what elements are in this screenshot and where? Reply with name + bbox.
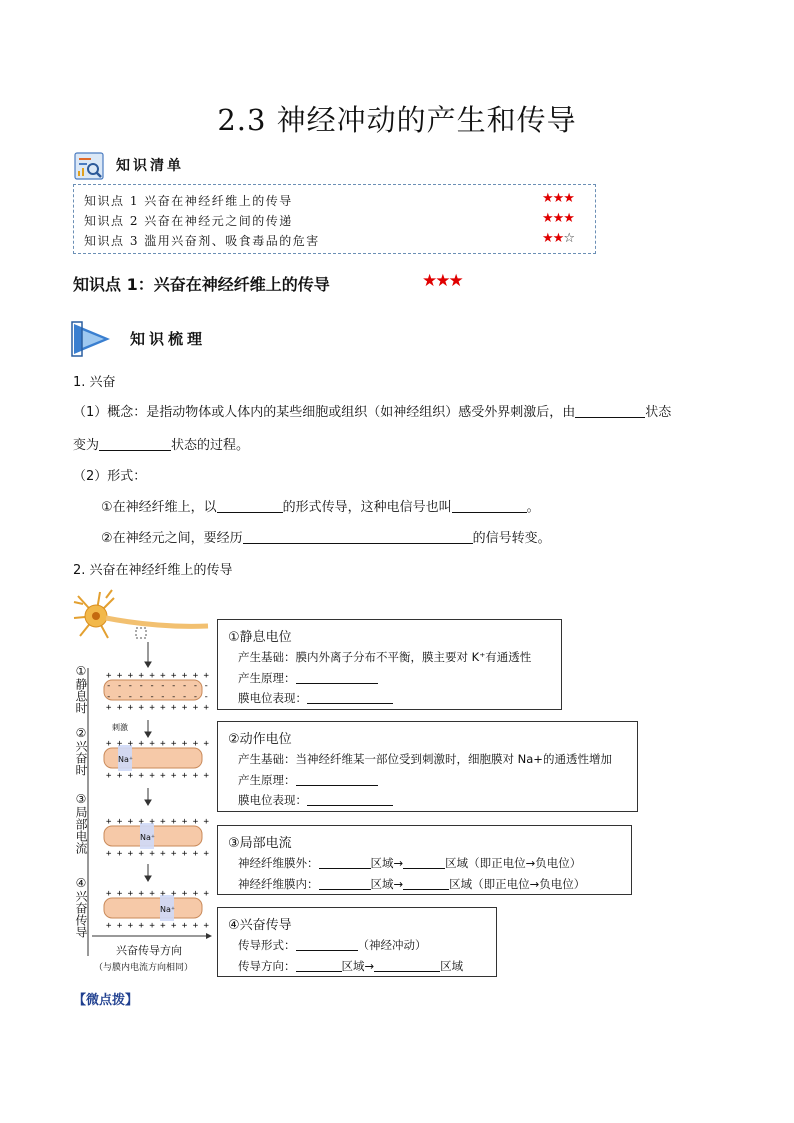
box-line xyxy=(238,876,585,892)
local-current-box xyxy=(217,825,632,895)
knowledge-item-3-stars: ★★☆ xyxy=(542,231,574,246)
form2-text-a: ②在神经元之间，要经历 xyxy=(101,531,243,546)
tip-heading: 【微点拨】 xyxy=(73,993,139,1008)
form2-text-b: 的信号转变。 xyxy=(472,531,551,546)
box-line xyxy=(238,772,378,788)
knowledge-sort-icon xyxy=(70,320,114,358)
blank-5 xyxy=(243,530,473,544)
blank xyxy=(296,772,378,786)
nerve-fibers xyxy=(104,680,202,921)
knowledge-list-icon xyxy=(74,152,104,180)
concept-line-1 xyxy=(73,404,671,422)
knowledge-item-2: 知识点 2 兴奋在神经元之间的传递 xyxy=(84,214,293,228)
box-line-label: 传导方向： xyxy=(238,959,296,973)
form1-text-b: 的形式传导，这种电信号也叫 xyxy=(282,500,452,515)
blank-2 xyxy=(99,437,171,451)
excitation-conduction-box xyxy=(217,907,497,977)
box-line-text: 区域（即正电位→负电位） xyxy=(445,856,582,870)
box-line: 产生基础：膜内外离子分布不平衡，膜主要对 K⁺有通透性 xyxy=(238,650,532,664)
charge-row: + + + + + + + + + + xyxy=(106,771,209,781)
knowledge-sort-heading: 知识梳理 xyxy=(130,330,207,348)
ion-label: Na⁺ xyxy=(140,833,156,842)
action-potential-box xyxy=(217,721,638,812)
box-line-label: 神经纤维膜内： xyxy=(238,877,319,891)
blank-4 xyxy=(452,499,527,513)
box-line-label: 产生原理： xyxy=(238,671,296,685)
direction-note: （与膜内电流方向相同） xyxy=(94,963,194,973)
form1-text-c: 。 xyxy=(526,500,540,515)
nerve-conduction-diagram xyxy=(68,588,228,978)
blank xyxy=(319,876,371,890)
box-line: 产生基础：当神经纤维某一部位受到刺激时，细胞膜对 Na+的通透性增加 xyxy=(238,752,612,766)
stimulus-label: 刺激 xyxy=(112,723,128,732)
box-line-text: 区域→ xyxy=(341,959,375,973)
section-heading: 知识点 1：兴奋在神经纤维上的传导 xyxy=(73,275,330,294)
blank xyxy=(307,690,393,704)
side-label-local-current: ③局部电流 xyxy=(74,792,88,854)
box-line-text: 区域→ xyxy=(370,856,404,870)
form1-text-a: ①在神经纤维上，以 xyxy=(101,500,217,515)
blank-1 xyxy=(575,404,645,418)
charge-row: + + + + + + + + + + xyxy=(106,739,209,749)
box-line xyxy=(238,670,378,686)
charge-row: + + + + + + + + + + xyxy=(106,889,209,899)
box-line-label: 神经纤维膜外： xyxy=(238,856,319,870)
charge-row: + + + + + + + + + + xyxy=(106,703,209,713)
concept-text-d: 状态的过程。 xyxy=(171,438,250,453)
charge-row: + + + + + + + + + + xyxy=(106,849,209,859)
blank xyxy=(296,670,378,684)
blank xyxy=(403,876,449,890)
section-stars: ★★★ xyxy=(422,271,462,291)
side-label-resting: ①静息时 xyxy=(74,664,88,714)
item-conduction: 2. 兴奋在神经纤维上的传导 xyxy=(73,563,233,578)
blank xyxy=(296,958,342,972)
side-label-excited: ②兴奋时 xyxy=(74,726,88,776)
box-line-text: 区域 xyxy=(440,959,464,973)
box-line-text: （神经冲动） xyxy=(357,938,427,952)
concept-text-a: （1）概念：是指动物体或人体内的某些细胞或组织（如神经组织）感受外界刺激后，由 xyxy=(73,405,576,420)
box-title: ④兴奋传导 xyxy=(228,918,292,933)
page-title: 2.3 神经冲动的产生和传导 xyxy=(217,103,577,137)
form-1-line xyxy=(101,499,540,517)
charge-row: - - - - - - - - - - xyxy=(106,681,209,691)
box-line xyxy=(238,958,463,974)
form-line: （2）形式： xyxy=(73,469,147,484)
knowledge-item-3: 知识点 3 滥用兴奋剂、吸食毒品的危害 xyxy=(84,234,320,248)
form-2-line xyxy=(101,530,551,548)
box-line xyxy=(238,690,393,706)
box-line-text: 区域→ xyxy=(370,877,404,891)
box-line xyxy=(238,855,581,871)
knowledge-item-1: 知识点 1 兴奋在神经纤维上的传导 xyxy=(84,194,293,208)
box-line-label: 传导形式： xyxy=(238,938,296,952)
box-line xyxy=(238,937,427,953)
charge-row: + + + + + + + + + + xyxy=(106,921,209,931)
box-line-label: 膜电位表现： xyxy=(238,691,307,705)
blank xyxy=(296,937,358,951)
ion-label: Na⁺ xyxy=(118,755,134,764)
blank xyxy=(403,855,445,869)
box-title: ③局部电流 xyxy=(228,836,292,851)
ion-label: Na⁺ xyxy=(160,905,176,914)
blank xyxy=(319,855,371,869)
knowledge-item-1-stars: ★★★ xyxy=(542,191,574,206)
blank xyxy=(374,958,440,972)
blank xyxy=(307,792,393,806)
charge-row: + + + + + + + + + + xyxy=(106,671,209,681)
charge-row: - - - - - - - - - - xyxy=(106,692,209,702)
box-title: ②动作电位 xyxy=(228,732,292,747)
knowledge-list-heading: 知识清单 xyxy=(116,158,184,174)
concept-text-c: 变为 xyxy=(73,438,100,453)
side-label-conduction: ④兴奋传导 xyxy=(74,876,88,938)
blank-3 xyxy=(217,499,283,513)
resting-potential-box xyxy=(217,619,562,710)
box-line-text: 区域（即正电位→负电位） xyxy=(449,877,586,891)
concept-text-b: 状态 xyxy=(645,405,672,420)
knowledge-list-box xyxy=(73,184,596,254)
item-excitation: 1. 兴奋 xyxy=(73,375,116,390)
concept-line-2 xyxy=(73,437,249,455)
charge-row: + + + + + + + + + + xyxy=(106,817,209,827)
direction-label: 兴奋传导方向 xyxy=(116,944,182,957)
box-title: ①静息电位 xyxy=(228,630,292,645)
box-line-label: 产生原理： xyxy=(238,773,296,787)
box-line-label: 膜电位表现： xyxy=(238,793,307,807)
neuron-illustration xyxy=(74,590,208,638)
box-line xyxy=(238,792,393,808)
knowledge-item-2-stars: ★★★ xyxy=(542,211,574,226)
